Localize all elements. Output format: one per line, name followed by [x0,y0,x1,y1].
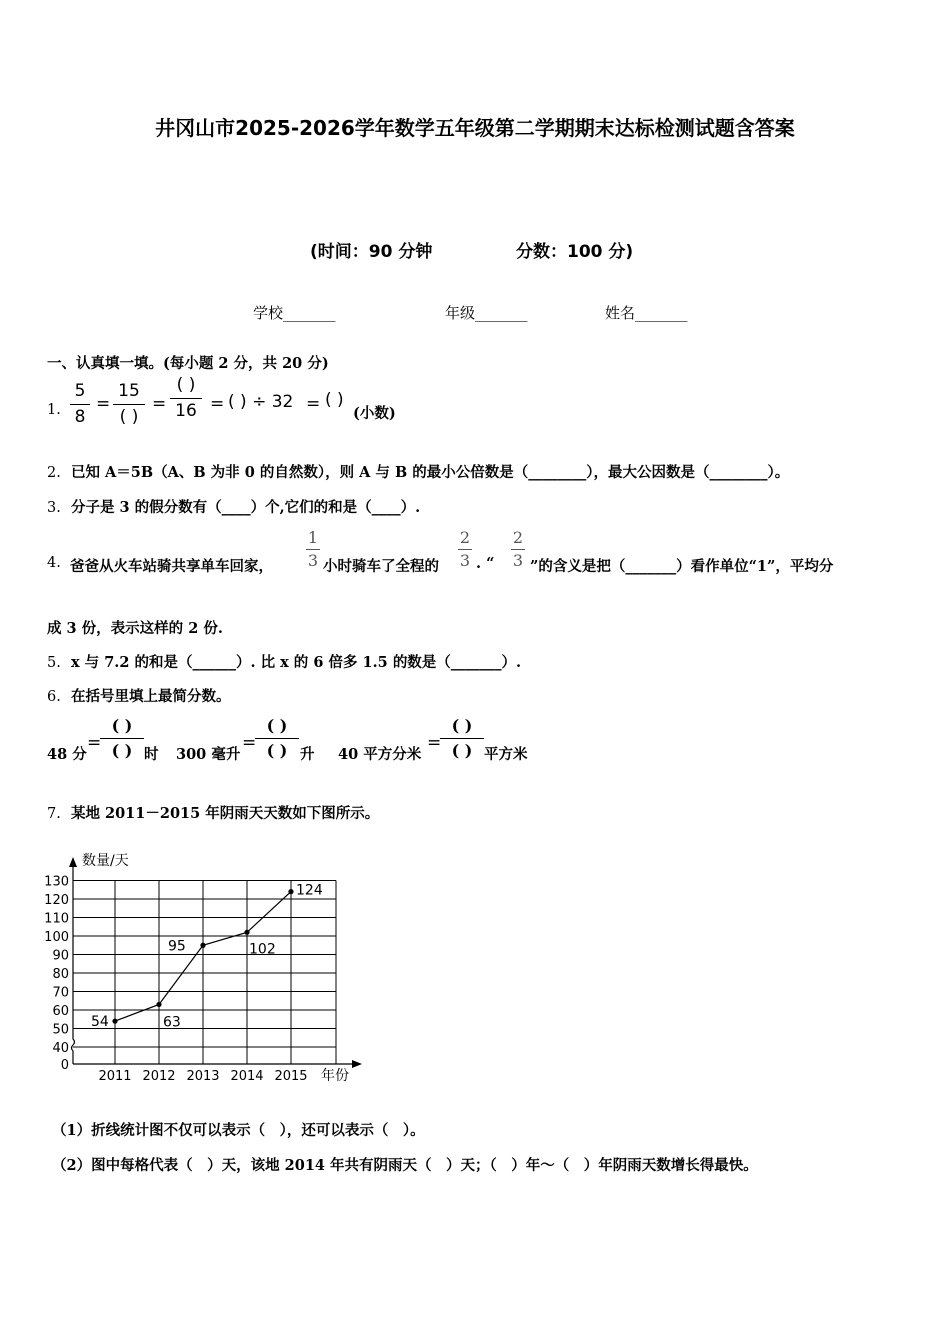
question-text-part3: . “ [476,555,495,572]
question-text: 在括号里填上最简分数。 [70,688,231,705]
equals-sign: = [210,394,225,414]
fraction-1-3 [306,530,320,569]
y-axis-label: 数量/天 [82,853,129,869]
data-label: 124 [296,882,323,899]
numerator-blank[interactable]: ( ) [176,375,196,395]
denominator: 16 [175,401,197,421]
answer-fraction[interactable] [255,718,299,759]
equals-sign: = [152,394,167,414]
denominator-blank[interactable]: ( ) [111,741,133,760]
question-number: 6. [47,689,61,705]
data-point [200,943,205,948]
numerator: 15 [118,381,140,401]
equals-sign: = [306,394,321,414]
question-number: 1. [47,402,61,418]
denominator: 3 [512,551,524,570]
sub-question-2: （2）图中每格代表（ ）天，该地 2014 年共有阴雨天（ ）天；（ ）年～（ ）年阴雨天数增长得最快。 [52,1157,758,1174]
question-text-part2: 小时骑车了全程的 [323,558,439,575]
data-label: 102 [249,941,276,958]
conversion-unit: 平方米 [484,746,528,763]
y-tick-label: 70 [52,985,69,1001]
fraction-blank-16 [170,377,202,420]
y-tick-label: 40 [52,1041,69,1056]
x-tick-label: 2015 [274,1069,308,1084]
conversion-label: 300 毫升 [176,746,241,763]
question-text: 某地 2011－2015 年阴雨天天数如下图所示。 [70,805,380,822]
question-text: 已知 A＝5B（A、B 为非 0 的自然数），则 A 与 B 的最小公倍数是（________），最大公因数是（________）。 [70,464,790,481]
fraction-5-8 [70,383,90,426]
numerator: 5 [74,381,86,401]
decimal-note: (小数) [353,405,396,422]
y-axis-arrow [69,857,77,867]
equals-sign: = [87,733,102,753]
denominator: 3 [307,551,319,570]
equals-sign: = [427,733,442,753]
x-tick-label: 2013 [186,1069,220,1084]
y-axis-with-break [72,859,75,1064]
denominator-blank[interactable]: ( ) [119,407,139,427]
denominator-blank[interactable]: ( ) [266,741,288,760]
x-axis-arrow [352,1060,362,1068]
answer-fraction[interactable] [440,718,484,759]
y-tick-label: 90 [52,948,69,964]
numerator: 2 [459,528,471,547]
denominator-blank[interactable]: ( ) [451,741,473,760]
question-text-part1: 爸爸从火车站骑共享单车回家， [70,558,273,575]
conversion-label: 48 分 [47,746,87,763]
data-point [244,930,249,935]
chart-grid [73,881,336,1065]
denominator: 8 [74,407,86,427]
question-number: 3. [47,500,61,516]
y-tick-labels [44,875,69,1074]
x-tick-label: 2012 [142,1069,176,1084]
page-title: 井冈山市2025-2026学年数学五年级第二学期期末达标检测试题含答案 [155,116,795,140]
numerator-blank[interactable]: ( ) [111,716,133,735]
data-point [288,889,293,894]
denominator: 3 [459,551,471,570]
answer-fraction[interactable] [100,718,144,759]
conversion-unit: 时 [144,746,159,763]
y-tick-label: 120 [44,893,69,908]
y-tick-label: 130 [44,874,69,890]
question-5 [47,651,521,672]
data-point [156,1002,161,1007]
question-number: 2. [47,465,61,481]
question-text: x 与 7.2 的和是（______）. 比 x 的 6 倍多 1.5 的数是（_______）. [70,654,522,671]
y-tick-label: 50 [52,1022,69,1038]
data-label: 63 [163,1014,181,1031]
data-label: 54 [91,1014,109,1031]
x-tick-label: 2014 [230,1069,264,1084]
grade-field[interactable]: 年级_______ [445,304,528,322]
exam-score: 分数：100 分) [516,242,634,262]
school-field[interactable]: 学校_______ [253,304,336,322]
question-number: 5. [47,655,61,671]
question-text: 分子是 3 的假分数有（____）个,它们的和是（____）. [70,499,421,516]
y-tick-label: 60 [52,1004,69,1019]
numerator-blank[interactable]: ( ) [266,716,288,735]
data-label: 95 [168,938,186,955]
equals-sign: = [96,394,111,414]
x-tick-labels [98,1069,307,1084]
conversion-unit: 升 [300,746,315,763]
sub-question-1: （1）折线统计图不仅可以表示（ ），还可以表示（ ）。 [52,1122,425,1139]
fraction-15-blank [113,383,145,426]
numerator-blank[interactable]: ( ) [451,716,473,735]
chart-series [91,883,323,1031]
question-6 [47,685,230,706]
y-tick-label: 110 [44,911,69,927]
y-tick-label: 100 [44,930,69,945]
division-expression[interactable]: ( ) ÷ 32 [228,392,294,412]
question-2 [47,461,789,482]
x-tick-label: 2011 [98,1069,132,1084]
section-heading: 一、认真填一填。(每小题 2 分，共 20 分) [47,355,329,372]
numerator: 2 [512,528,524,547]
conversion-label: 40 平方分米 [338,746,422,763]
data-point [112,1019,117,1024]
fraction-2-3 [458,530,472,569]
question-number: 4. [47,555,61,571]
x-axis-label: 年份 [321,1068,349,1084]
question-3 [47,496,420,517]
line-chart [40,842,380,1092]
exam-time: (时间：90 分钟 [310,242,433,262]
numerator: 1 [307,528,319,547]
equals-sign: = [242,733,257,753]
name-field[interactable]: 姓名_______ [605,304,688,322]
question-number: 7. [47,806,61,822]
question-text-part4: ”的含义是把（_______）看作单位“1”，平均分 [530,558,834,575]
question-text-line2: 成 3 份，表示这样的 2 份. [47,620,223,637]
fraction-2-3 [511,530,525,569]
answer-blank[interactable]: ( ) [325,390,344,410]
question-7 [47,802,379,823]
y-tick-label: 0 [60,1058,69,1073]
y-tick-label: 80 [52,967,69,982]
